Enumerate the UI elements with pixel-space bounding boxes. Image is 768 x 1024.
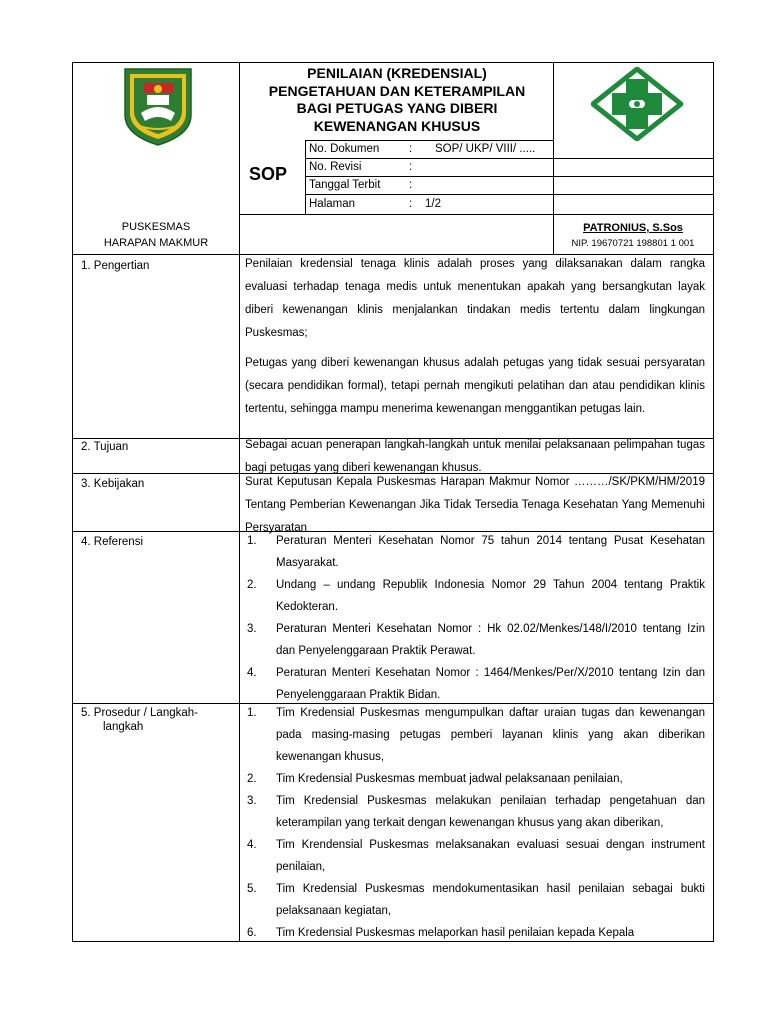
meta-sep: : [409,198,413,210]
section-label-line: langkah [103,721,144,733]
list-item [245,834,705,878]
list-item [245,878,705,922]
meta-label-tanggal-terbit: Tanggal Terbit [309,179,381,191]
meta-value-no-dokumen: SOP/ UKP/ VIII/ ..... [435,143,536,155]
list-text: Peraturan Menteri Kesehatan Nomor : 1464/Menkes/Per/X/2010 tentang Izin dan Penyelenggaraan Praktik Bidan. [276,667,705,701]
list-text: Tim Kredensial Puskesmas melaporkan hasil penilaian kepada Kepala [276,927,635,939]
list-number: 2. [247,773,257,785]
sop-label: SOP [249,164,288,184]
section-label-tujuan: 2. Tujuan [81,441,129,453]
title-line: KEWENANGAN KHUSUS [313,117,481,134]
org-line: HARAPAN MAKMUR [103,237,209,249]
pengertian-paragraph-2: Petugas yang diberi kewenangan khusus adalah petugas yang tidak sesuai persyaratan (secara pendidikan formal), tetapi pernah mengikuti pelatihan dan atau pendidikan klinis tertentu, sehingga mampu menerima kewenangan menggantikan petugas lain. [245,357,705,415]
kebijakan-text: Surat Keputusan Kepala Puskesmas Harapan Makmur Nomor ………/SK/PKM/HM/2019 Tentang Pemberian Kewenangan Jika Tidak Tersedia Tenaga Kesehatan Yang Memenuhi Persyaratan [245,476,705,534]
pengertian-paragraph-1: Penilaian kredensial tenaga klinis adalah proses yang dilaksanakan dalam rangka evaluasi terhadap tenaga medis untuk menentukan apakah yang bersangkutan layak diberi kewenangan klinis menjalankan tindakan medis tertentu dalam lingkungan Puskesmas; [245,258,705,339]
signer-name: PATRONIUS, S.Sos [583,222,683,234]
list-text: Peraturan Menteri Kesehatan Nomor 75 tahun 2014 tentang Pusat Kesehatan Masyarakat. [276,535,705,569]
organization-name [73,219,239,251]
puskesmas-logo [591,67,683,141]
section-label-kebijakan: 3. Kebijakan [81,478,145,490]
meta-label-no-dokumen: No. Dokumen [309,143,380,155]
list-number: 3. [247,623,257,635]
section-label-line: 5. Prosedur / Langkah- [81,707,198,719]
tujuan-text: Sebagai acuan penerapan langkah-langkah untuk menilai pelaksanaan pelimpahan tugas bagi petugas yang diberi kewenangan khusus. [245,439,705,474]
list-text: Peraturan Menteri Kesehatan Nomor : Hk 02.02/Menkes/148/I/2010 tentang Izin dan Penyelenggaraan Praktik Perawat. [276,623,705,657]
list-text: Tim Kredensial Puskesmas mengumpulkan daftar uraian tugas dan kewenangan pada masing-masing petugas pemberi layanan klinis yang akan diberikan kewenangan khusus, [276,707,705,763]
list-number: 6. [247,927,257,939]
list-item [245,702,705,768]
meta-sep: : [409,179,413,191]
list-item [245,768,705,790]
prosedur-list [245,702,705,944]
list-item [245,790,705,834]
grid-line [305,176,714,177]
regional-emblem-logo [119,65,197,147]
title-line: PENGETAHUAN DAN KETERAMPILAN [268,82,526,99]
list-text: Tim Kredensial Puskesmas membuat jadwal pelaksanaan penilaian, [276,773,623,785]
org-line: PUSKESMAS [121,221,191,233]
list-number: 4. [247,839,257,851]
list-text: Tim Kredensial Puskesmas mendokumentasikan hasil penilaian sebagai bukti pelaksanaan kegiatan, [276,883,705,917]
signer-nip: NIP. 19670721 198801 1 001 [571,238,695,249]
list-number: 1. [247,535,257,547]
document-title [241,65,553,135]
list-text: Tim Kredensial Puskesmas melakukan penilaian terhadap pengetahuan dan keterampilan yang terkait dengan kewenangan khusus yang akan diberikan, [276,795,705,829]
grid-line [239,254,240,942]
grid-line [305,194,714,195]
list-item [245,574,705,618]
grid-line [239,214,714,215]
meta-sep: : [409,161,413,173]
meta-value-halaman: 1/2 [425,198,441,210]
title-line: PENILAIAN (KREDENSIAL) [307,65,487,81]
list-number: 1. [247,707,257,719]
section-label-prosedur [81,706,198,734]
section-label-pengertian: 1. Pengertian [81,260,150,272]
section-label-referensi: 4. Referensi [81,536,144,548]
list-text: Undang – undang Republik Indonesia Nomor 29 Tahun 2004 tentang Praktik Kedokteran. [276,579,705,613]
meta-sep: : [409,143,413,155]
title-line: BAGI PETUGAS YANG DIBERI [296,100,498,116]
sop-document [72,62,714,942]
list-number: 4. [247,667,257,679]
list-item [245,662,705,706]
list-number: 2. [247,579,257,591]
list-item [245,922,705,944]
meta-label-no-revisi: No. Revisi [309,161,362,173]
grid-line [239,63,240,254]
grid-line [305,140,553,141]
meta-label-halaman: Halaman [309,198,356,210]
grid-line [305,140,306,214]
list-text: Tim Krendensial Puskesmas melaksanakan evaluasi sesuai dengan instrument penilaian, [276,839,705,873]
referensi-list [245,530,705,706]
grid-line [305,158,714,159]
list-item [245,530,705,574]
list-number: 5. [247,883,257,895]
list-number: 3. [247,795,257,807]
list-item [245,618,705,662]
